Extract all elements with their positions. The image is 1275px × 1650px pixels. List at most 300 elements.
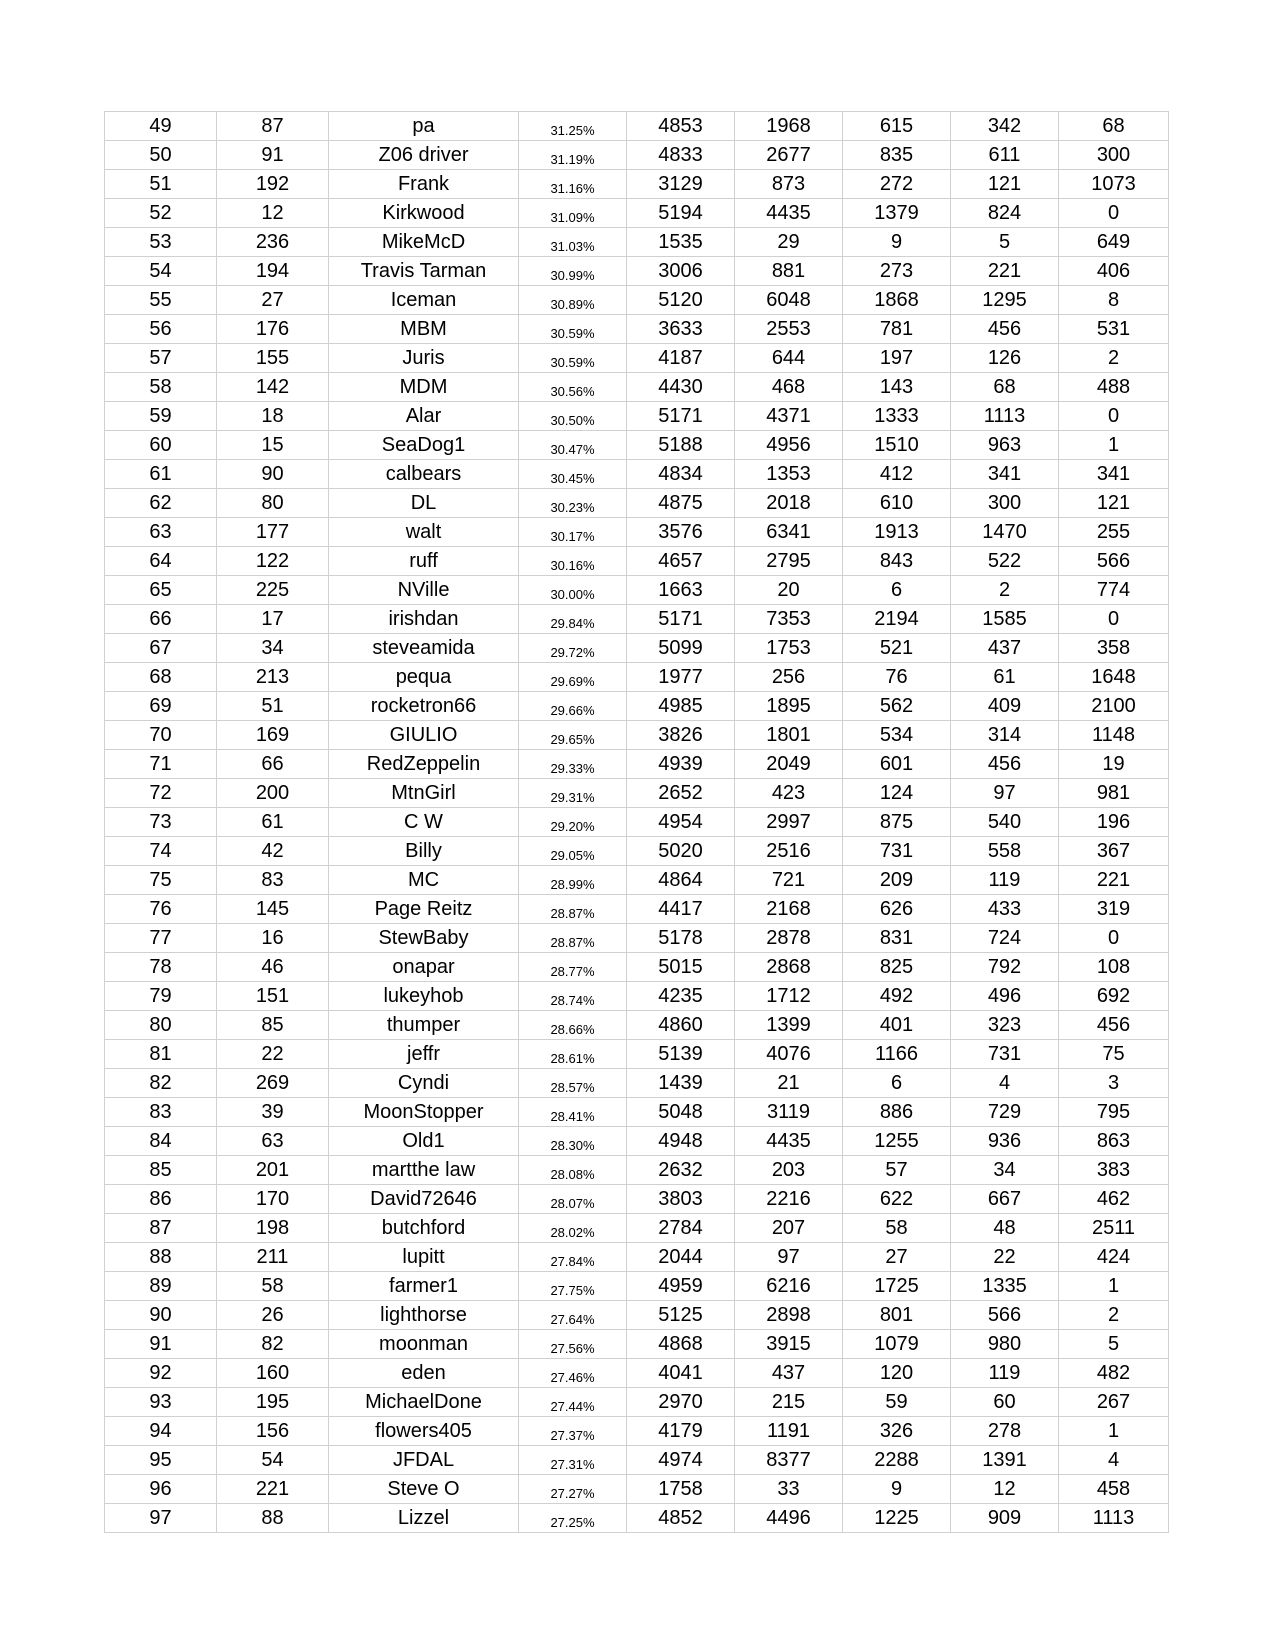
table-row <box>105 344 1169 373</box>
value-cell-2: 29 <box>735 228 843 257</box>
value-cell-1: 4834 <box>627 460 735 489</box>
value-cell-5: 358 <box>1059 634 1169 663</box>
rank-cell: 54 <box>105 257 217 286</box>
value-cell-2: 3915 <box>735 1330 843 1359</box>
percent-cell: 31.09% <box>519 199 627 228</box>
id-cell: 42 <box>217 837 329 866</box>
percent-cell: 28.30% <box>519 1127 627 1156</box>
table-row <box>105 315 1169 344</box>
percent-cell: 28.08% <box>519 1156 627 1185</box>
rank-cell: 90 <box>105 1301 217 1330</box>
value-cell-1: 4852 <box>627 1504 735 1533</box>
table-row <box>105 750 1169 779</box>
value-cell-4: 496 <box>951 982 1059 1011</box>
value-cell-5: 981 <box>1059 779 1169 808</box>
table-row <box>105 953 1169 982</box>
name-cell: Old1 <box>329 1127 519 1156</box>
value-cell-3: 875 <box>843 808 951 837</box>
value-cell-5: 8 <box>1059 286 1169 315</box>
percent-cell: 28.66% <box>519 1011 627 1040</box>
value-cell-2: 215 <box>735 1388 843 1417</box>
value-cell-5: 121 <box>1059 489 1169 518</box>
value-cell-4: 119 <box>951 866 1059 895</box>
percent-cell: 30.99% <box>519 257 627 286</box>
value-cell-1: 4430 <box>627 373 735 402</box>
percent-cell: 27.75% <box>519 1272 627 1301</box>
percent-cell: 30.56% <box>519 373 627 402</box>
percent-cell: 29.69% <box>519 663 627 692</box>
id-cell: 83 <box>217 866 329 895</box>
percent-cell: 31.16% <box>519 170 627 199</box>
percent-cell: 28.87% <box>519 895 627 924</box>
name-cell: Travis Tarman <box>329 257 519 286</box>
table-row <box>105 663 1169 692</box>
value-cell-3: 272 <box>843 170 951 199</box>
id-cell: 27 <box>217 286 329 315</box>
table-row <box>105 866 1169 895</box>
value-cell-1: 4853 <box>627 112 735 141</box>
id-cell: 211 <box>217 1243 329 1272</box>
name-cell: MichaelDone <box>329 1388 519 1417</box>
value-cell-4: 314 <box>951 721 1059 750</box>
id-cell: 66 <box>217 750 329 779</box>
percent-cell: 31.25% <box>519 112 627 141</box>
value-cell-2: 2049 <box>735 750 843 779</box>
name-cell: steveamida <box>329 634 519 663</box>
value-cell-2: 1712 <box>735 982 843 1011</box>
name-cell: thumper <box>329 1011 519 1040</box>
rank-cell: 87 <box>105 1214 217 1243</box>
value-cell-1: 5125 <box>627 1301 735 1330</box>
value-cell-1: 4948 <box>627 1127 735 1156</box>
value-cell-1: 4939 <box>627 750 735 779</box>
id-cell: 61 <box>217 808 329 837</box>
value-cell-4: 980 <box>951 1330 1059 1359</box>
value-cell-5: 75 <box>1059 1040 1169 1069</box>
percent-cell: 28.77% <box>519 953 627 982</box>
value-cell-2: 33 <box>735 1475 843 1504</box>
table-row <box>105 1156 1169 1185</box>
value-cell-1: 2632 <box>627 1156 735 1185</box>
value-cell-1: 1977 <box>627 663 735 692</box>
value-cell-5: 19 <box>1059 750 1169 779</box>
value-cell-1: 2970 <box>627 1388 735 1417</box>
value-cell-5: 383 <box>1059 1156 1169 1185</box>
rank-cell: 93 <box>105 1388 217 1417</box>
table-row <box>105 460 1169 489</box>
value-cell-4: 22 <box>951 1243 1059 1272</box>
rank-cell: 80 <box>105 1011 217 1040</box>
value-cell-4: 278 <box>951 1417 1059 1446</box>
id-cell: 160 <box>217 1359 329 1388</box>
value-cell-2: 644 <box>735 344 843 373</box>
id-cell: 155 <box>217 344 329 373</box>
percent-cell: 31.03% <box>519 228 627 257</box>
rank-cell: 71 <box>105 750 217 779</box>
value-cell-5: 424 <box>1059 1243 1169 1272</box>
value-cell-5: 1 <box>1059 1417 1169 1446</box>
id-cell: 170 <box>217 1185 329 1214</box>
value-cell-4: 731 <box>951 1040 1059 1069</box>
rank-cell: 60 <box>105 431 217 460</box>
value-cell-4: 1335 <box>951 1272 1059 1301</box>
rank-cell: 96 <box>105 1475 217 1504</box>
name-cell: farmer1 <box>329 1272 519 1301</box>
name-cell: irishdan <box>329 605 519 634</box>
value-cell-3: 2288 <box>843 1446 951 1475</box>
rank-cell: 56 <box>105 315 217 344</box>
value-cell-2: 6341 <box>735 518 843 547</box>
name-cell: MC <box>329 866 519 895</box>
value-cell-5: 649 <box>1059 228 1169 257</box>
percent-cell: 29.72% <box>519 634 627 663</box>
table-row <box>105 1504 1169 1533</box>
value-cell-1: 5099 <box>627 634 735 663</box>
value-cell-2: 1191 <box>735 1417 843 1446</box>
value-cell-2: 8377 <box>735 1446 843 1475</box>
value-cell-2: 2168 <box>735 895 843 924</box>
name-cell: Steve O <box>329 1475 519 1504</box>
name-cell: SeaDog1 <box>329 431 519 460</box>
value-cell-5: 0 <box>1059 605 1169 634</box>
value-cell-2: 20 <box>735 576 843 605</box>
value-cell-3: 622 <box>843 1185 951 1214</box>
value-cell-1: 3803 <box>627 1185 735 1214</box>
value-cell-2: 21 <box>735 1069 843 1098</box>
spreadsheet-table <box>104 111 1169 1533</box>
rank-cell: 76 <box>105 895 217 924</box>
id-cell: 82 <box>217 1330 329 1359</box>
table-row <box>105 1127 1169 1156</box>
id-cell: 192 <box>217 170 329 199</box>
name-cell: Cyndi <box>329 1069 519 1098</box>
value-cell-1: 3006 <box>627 257 735 286</box>
value-cell-1: 4235 <box>627 982 735 1011</box>
value-cell-4: 729 <box>951 1098 1059 1127</box>
value-cell-2: 4496 <box>735 1504 843 1533</box>
value-cell-4: 221 <box>951 257 1059 286</box>
id-cell: 26 <box>217 1301 329 1330</box>
id-cell: 58 <box>217 1272 329 1301</box>
value-cell-5: 0 <box>1059 402 1169 431</box>
value-cell-1: 1535 <box>627 228 735 257</box>
value-cell-2: 1399 <box>735 1011 843 1040</box>
value-cell-5: 5 <box>1059 1330 1169 1359</box>
id-cell: 200 <box>217 779 329 808</box>
id-cell: 39 <box>217 1098 329 1127</box>
value-cell-3: 59 <box>843 1388 951 1417</box>
value-cell-5: 267 <box>1059 1388 1169 1417</box>
value-cell-5: 2 <box>1059 344 1169 373</box>
value-cell-1: 5120 <box>627 286 735 315</box>
percent-cell: 28.87% <box>519 924 627 953</box>
percent-cell: 30.47% <box>519 431 627 460</box>
rank-cell: 97 <box>105 1504 217 1533</box>
rank-cell: 72 <box>105 779 217 808</box>
value-cell-1: 1758 <box>627 1475 735 1504</box>
value-cell-5: 68 <box>1059 112 1169 141</box>
value-cell-4: 456 <box>951 750 1059 779</box>
rank-cell: 85 <box>105 1156 217 1185</box>
value-cell-3: 534 <box>843 721 951 750</box>
table-row <box>105 692 1169 721</box>
percent-cell: 27.44% <box>519 1388 627 1417</box>
percent-cell: 28.57% <box>519 1069 627 1098</box>
value-cell-3: 831 <box>843 924 951 953</box>
id-cell: 46 <box>217 953 329 982</box>
value-cell-1: 5048 <box>627 1098 735 1127</box>
percent-cell: 29.31% <box>519 779 627 808</box>
id-cell: 122 <box>217 547 329 576</box>
table-row <box>105 518 1169 547</box>
id-cell: 87 <box>217 112 329 141</box>
value-cell-1: 4187 <box>627 344 735 373</box>
value-cell-1: 4657 <box>627 547 735 576</box>
id-cell: 18 <box>217 402 329 431</box>
name-cell: MBM <box>329 315 519 344</box>
value-cell-1: 4833 <box>627 141 735 170</box>
name-cell: MikeMcD <box>329 228 519 257</box>
table-row <box>105 1214 1169 1243</box>
value-cell-4: 963 <box>951 431 1059 460</box>
value-cell-1: 3633 <box>627 315 735 344</box>
rank-cell: 51 <box>105 170 217 199</box>
rank-cell: 57 <box>105 344 217 373</box>
value-cell-1: 5171 <box>627 402 735 431</box>
table-row <box>105 634 1169 663</box>
value-cell-5: 774 <box>1059 576 1169 605</box>
value-cell-2: 881 <box>735 257 843 286</box>
value-cell-1: 4954 <box>627 808 735 837</box>
name-cell: walt <box>329 518 519 547</box>
rank-cell: 75 <box>105 866 217 895</box>
value-cell-1: 3129 <box>627 170 735 199</box>
value-cell-5: 462 <box>1059 1185 1169 1214</box>
value-cell-1: 2652 <box>627 779 735 808</box>
value-cell-4: 936 <box>951 1127 1059 1156</box>
value-cell-3: 626 <box>843 895 951 924</box>
id-cell: 198 <box>217 1214 329 1243</box>
table-row <box>105 286 1169 315</box>
name-cell: Juris <box>329 344 519 373</box>
value-cell-5: 0 <box>1059 924 1169 953</box>
value-cell-3: 209 <box>843 866 951 895</box>
table-row <box>105 141 1169 170</box>
value-cell-2: 468 <box>735 373 843 402</box>
id-cell: 91 <box>217 141 329 170</box>
value-cell-5: 319 <box>1059 895 1169 924</box>
percent-cell: 29.84% <box>519 605 627 634</box>
percent-cell: 27.84% <box>519 1243 627 1272</box>
value-cell-3: 615 <box>843 112 951 141</box>
value-cell-5: 488 <box>1059 373 1169 402</box>
percent-cell: 29.33% <box>519 750 627 779</box>
value-cell-2: 97 <box>735 1243 843 1272</box>
name-cell: MoonStopper <box>329 1098 519 1127</box>
name-cell: DL <box>329 489 519 518</box>
value-cell-1: 5188 <box>627 431 735 460</box>
value-cell-2: 2898 <box>735 1301 843 1330</box>
table-row <box>105 489 1169 518</box>
value-cell-3: 601 <box>843 750 951 779</box>
rank-cell: 64 <box>105 547 217 576</box>
value-cell-4: 558 <box>951 837 1059 866</box>
value-cell-5: 300 <box>1059 141 1169 170</box>
value-cell-3: 1079 <box>843 1330 951 1359</box>
value-cell-4: 48 <box>951 1214 1059 1243</box>
percent-cell: 31.19% <box>519 141 627 170</box>
value-cell-2: 1968 <box>735 112 843 141</box>
value-cell-2: 4435 <box>735 199 843 228</box>
rank-cell: 88 <box>105 1243 217 1272</box>
value-cell-4: 667 <box>951 1185 1059 1214</box>
value-cell-5: 341 <box>1059 460 1169 489</box>
rank-cell: 89 <box>105 1272 217 1301</box>
value-cell-4: 566 <box>951 1301 1059 1330</box>
table-row <box>105 1417 1169 1446</box>
name-cell: onapar <box>329 953 519 982</box>
percent-cell: 27.31% <box>519 1446 627 1475</box>
value-cell-4: 5 <box>951 228 1059 257</box>
percent-cell: 28.61% <box>519 1040 627 1069</box>
rank-cell: 69 <box>105 692 217 721</box>
percent-cell: 30.59% <box>519 344 627 373</box>
value-cell-2: 256 <box>735 663 843 692</box>
name-cell: RedZeppelin <box>329 750 519 779</box>
value-cell-2: 2018 <box>735 489 843 518</box>
percent-cell: 28.74% <box>519 982 627 1011</box>
name-cell: Iceman <box>329 286 519 315</box>
table-row <box>105 257 1169 286</box>
name-cell: lighthorse <box>329 1301 519 1330</box>
value-cell-4: 540 <box>951 808 1059 837</box>
value-cell-4: 34 <box>951 1156 1059 1185</box>
table-row <box>105 924 1169 953</box>
table-row <box>105 1475 1169 1504</box>
value-cell-2: 1801 <box>735 721 843 750</box>
value-cell-2: 2868 <box>735 953 843 982</box>
id-cell: 236 <box>217 228 329 257</box>
percent-cell: 29.66% <box>519 692 627 721</box>
value-cell-2: 1353 <box>735 460 843 489</box>
value-cell-2: 4371 <box>735 402 843 431</box>
name-cell: GIULIO <box>329 721 519 750</box>
name-cell: Z06 driver <box>329 141 519 170</box>
value-cell-2: 873 <box>735 170 843 199</box>
value-cell-4: 68 <box>951 373 1059 402</box>
rank-cell: 63 <box>105 518 217 547</box>
value-cell-1: 5015 <box>627 953 735 982</box>
value-cell-4: 437 <box>951 634 1059 663</box>
rank-cell: 82 <box>105 1069 217 1098</box>
value-cell-1: 3826 <box>627 721 735 750</box>
rank-cell: 94 <box>105 1417 217 1446</box>
id-cell: 85 <box>217 1011 329 1040</box>
value-cell-3: 886 <box>843 1098 951 1127</box>
id-cell: 16 <box>217 924 329 953</box>
rank-cell: 68 <box>105 663 217 692</box>
percent-cell: 30.16% <box>519 547 627 576</box>
table-row <box>105 1272 1169 1301</box>
percent-cell: 29.65% <box>519 721 627 750</box>
value-cell-3: 58 <box>843 1214 951 1243</box>
table-row <box>105 982 1169 1011</box>
value-cell-3: 1379 <box>843 199 951 228</box>
name-cell: David72646 <box>329 1185 519 1214</box>
rank-cell: 95 <box>105 1446 217 1475</box>
value-cell-5: 0 <box>1059 199 1169 228</box>
percent-cell: 28.41% <box>519 1098 627 1127</box>
table-row <box>105 779 1169 808</box>
id-cell: 34 <box>217 634 329 663</box>
name-cell: Kirkwood <box>329 199 519 228</box>
value-cell-5: 367 <box>1059 837 1169 866</box>
value-cell-1: 4417 <box>627 895 735 924</box>
value-cell-3: 492 <box>843 982 951 1011</box>
name-cell: martthe law <box>329 1156 519 1185</box>
value-cell-3: 401 <box>843 1011 951 1040</box>
name-cell: butchford <box>329 1214 519 1243</box>
table-row <box>105 576 1169 605</box>
name-cell: calbears <box>329 460 519 489</box>
value-cell-4: 1585 <box>951 605 1059 634</box>
rank-cell: 55 <box>105 286 217 315</box>
value-cell-4: 60 <box>951 1388 1059 1417</box>
value-cell-5: 531 <box>1059 315 1169 344</box>
value-cell-3: 781 <box>843 315 951 344</box>
table-row <box>105 228 1169 257</box>
value-cell-3: 1333 <box>843 402 951 431</box>
name-cell: MtnGirl <box>329 779 519 808</box>
rank-cell: 92 <box>105 1359 217 1388</box>
value-cell-4: 433 <box>951 895 1059 924</box>
table-row <box>105 1301 1169 1330</box>
id-cell: 15 <box>217 431 329 460</box>
value-cell-1: 5171 <box>627 605 735 634</box>
name-cell: rocketron66 <box>329 692 519 721</box>
table-row <box>105 808 1169 837</box>
name-cell: ruff <box>329 547 519 576</box>
value-cell-4: 323 <box>951 1011 1059 1040</box>
value-cell-1: 3576 <box>627 518 735 547</box>
id-cell: 90 <box>217 460 329 489</box>
percent-cell: 29.20% <box>519 808 627 837</box>
table-row <box>105 112 1169 141</box>
value-cell-3: 1868 <box>843 286 951 315</box>
value-cell-5: 108 <box>1059 953 1169 982</box>
percent-cell: 30.17% <box>519 518 627 547</box>
name-cell: MDM <box>329 373 519 402</box>
value-cell-3: 835 <box>843 141 951 170</box>
value-cell-4: 611 <box>951 141 1059 170</box>
table-row <box>105 837 1169 866</box>
value-cell-1: 4868 <box>627 1330 735 1359</box>
table-row <box>105 402 1169 431</box>
value-cell-5: 406 <box>1059 257 1169 286</box>
percent-cell: 27.27% <box>519 1475 627 1504</box>
value-cell-2: 4076 <box>735 1040 843 1069</box>
table-row <box>105 1359 1169 1388</box>
value-cell-4: 4 <box>951 1069 1059 1098</box>
value-cell-1: 4875 <box>627 489 735 518</box>
value-cell-1: 5020 <box>627 837 735 866</box>
rank-cell: 50 <box>105 141 217 170</box>
percent-cell: 28.99% <box>519 866 627 895</box>
id-cell: 145 <box>217 895 329 924</box>
value-cell-1: 4985 <box>627 692 735 721</box>
rank-cell: 84 <box>105 1127 217 1156</box>
value-cell-5: 2 <box>1059 1301 1169 1330</box>
